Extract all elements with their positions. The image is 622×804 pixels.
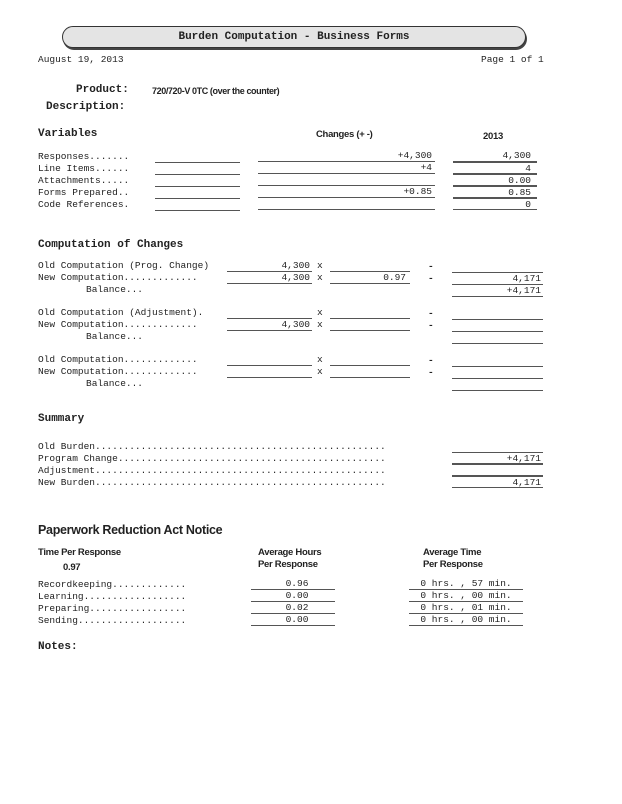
- new-computation-value: 4,300: [227, 319, 312, 331]
- summary-label: Old Burden...................................................: [38, 441, 386, 452]
- equals-symbol: -: [428, 367, 434, 378]
- old-computation-value: 4,300: [227, 260, 312, 272]
- average-hours-value: 0.02: [251, 602, 335, 614]
- time-per-response-label: Time Per Response: [38, 547, 121, 558]
- variable-value-field: 0: [453, 198, 537, 210]
- new-computation-result: [452, 367, 543, 379]
- variable-label: Forms Prepared..: [38, 187, 130, 198]
- paperwork-row-label: Learning..................: [38, 591, 187, 602]
- times-symbol: x: [317, 319, 323, 330]
- average-hours-value: 0.00: [251, 614, 335, 626]
- variable-label: Line Items......: [38, 163, 130, 174]
- new-computation-multiplier: 0.97: [330, 272, 410, 284]
- variable-change-field: [258, 174, 435, 186]
- variable-value-field: 0.85: [453, 186, 537, 198]
- paperwork-heading: Paperwork Reduction Act Notice: [38, 523, 223, 537]
- variable-change-field: +0.85: [258, 186, 435, 198]
- avg-time-heading-1: Average Time: [423, 547, 482, 558]
- new-computation-label: New Computation.............: [38, 272, 198, 283]
- year-heading: 2013: [483, 131, 503, 142]
- summary-label: New Burden...................................................: [38, 477, 386, 488]
- times-symbol: x: [317, 260, 323, 271]
- old-computation-multiplier: [330, 307, 410, 319]
- paperwork-row-label: Sending...................: [38, 615, 187, 626]
- new-computation-result: [452, 320, 543, 332]
- equals-symbol: -: [428, 355, 434, 366]
- average-hours-value: 0.00: [251, 590, 335, 602]
- equals-symbol: -: [428, 273, 434, 284]
- variable-label: Responses.......: [38, 151, 130, 162]
- old-computation-result: [452, 355, 543, 367]
- average-time-value: 0 hrs. , 57 min.: [409, 578, 523, 590]
- times-symbol: x: [317, 307, 323, 318]
- old-computation-result: [452, 261, 543, 273]
- changes-heading: Changes (+ -): [316, 129, 373, 140]
- balance-value: +4,171: [452, 285, 543, 297]
- old-computation-value: [227, 307, 312, 319]
- variable-value-field: 4: [453, 162, 537, 174]
- description-label: Description:: [46, 101, 126, 113]
- variable-value-field: 0.00: [453, 174, 537, 186]
- new-computation-value: [227, 366, 312, 378]
- old-computation-result: [452, 308, 543, 320]
- summary-label: Adjustment...................................................: [38, 465, 386, 476]
- time-per-response-value: 0.97: [63, 562, 81, 573]
- page-number: Page 1 of 1: [481, 54, 544, 65]
- paperwork-row-label: Preparing.................: [38, 603, 187, 614]
- variable-value-field: 4,300: [453, 150, 537, 162]
- new-computation-multiplier: [330, 319, 410, 331]
- average-time-value: 0 hrs. , 01 min.: [409, 602, 523, 614]
- average-time-value: 0 hrs. , 00 min.: [409, 614, 523, 626]
- variable-label: Attachments.....: [38, 175, 130, 186]
- new-computation-label: New Computation.............: [38, 366, 198, 377]
- computation-heading: Computation of Changes: [38, 239, 184, 251]
- avg-hours-heading-2: Per Response: [258, 559, 318, 570]
- times-symbol: x: [317, 272, 323, 283]
- new-computation-multiplier: [330, 366, 410, 378]
- old-computation-label: Old Computation (Adjustment).: [38, 307, 204, 318]
- equals-symbol: -: [428, 320, 434, 331]
- average-hours-value: 0.96: [251, 578, 335, 590]
- balance-value: [452, 379, 543, 391]
- variable-change-field: +4,300: [258, 150, 435, 162]
- summary-label: Program Change...............................................: [38, 453, 386, 464]
- old-computation-multiplier: [330, 354, 410, 366]
- balance-label: Balance...: [86, 378, 144, 389]
- old-computation-multiplier: [330, 260, 410, 272]
- variable-label: Code References.: [38, 199, 130, 210]
- balance-label: Balance...: [86, 331, 144, 342]
- times-symbol: x: [317, 366, 323, 377]
- equals-symbol: -: [428, 261, 434, 272]
- product-label: Product:: [76, 84, 129, 96]
- report-date: August 19, 2013: [38, 54, 124, 65]
- new-computation-result: 4,171: [452, 273, 543, 285]
- average-time-value: 0 hrs. , 00 min.: [409, 590, 523, 602]
- notes-label: Notes:: [38, 641, 78, 653]
- balance-value: [452, 332, 543, 344]
- times-symbol: x: [317, 354, 323, 365]
- new-computation-label: New Computation.............: [38, 319, 198, 330]
- old-computation-label: Old Computation (Prog. Change): [38, 260, 210, 271]
- paperwork-row-label: Recordkeeping.............: [38, 579, 187, 590]
- balance-label: Balance...: [86, 284, 144, 295]
- avg-time-heading-2: Per Response: [423, 559, 483, 570]
- document-title: Burden Computation - Business Forms: [178, 31, 410, 43]
- variable-change-field: [258, 198, 435, 210]
- old-computation-label: Old Computation.............: [38, 354, 198, 365]
- product-value: 720/720-V 0TC (over the counter): [152, 86, 280, 96]
- document-title-bar: [62, 26, 526, 48]
- equals-symbol: -: [428, 308, 434, 319]
- new-computation-value: 4,300: [227, 272, 312, 284]
- summary-heading: Summary: [38, 413, 85, 425]
- variable-blank-field: [155, 198, 240, 211]
- summary-value: +4,171: [452, 452, 543, 464]
- old-computation-value: [227, 354, 312, 366]
- summary-value: [452, 464, 543, 476]
- variables-heading: Variables: [38, 128, 98, 140]
- avg-hours-heading-1: Average Hours: [258, 547, 322, 558]
- variable-change-field: +4: [258, 162, 435, 174]
- summary-value: 4,171: [452, 476, 543, 488]
